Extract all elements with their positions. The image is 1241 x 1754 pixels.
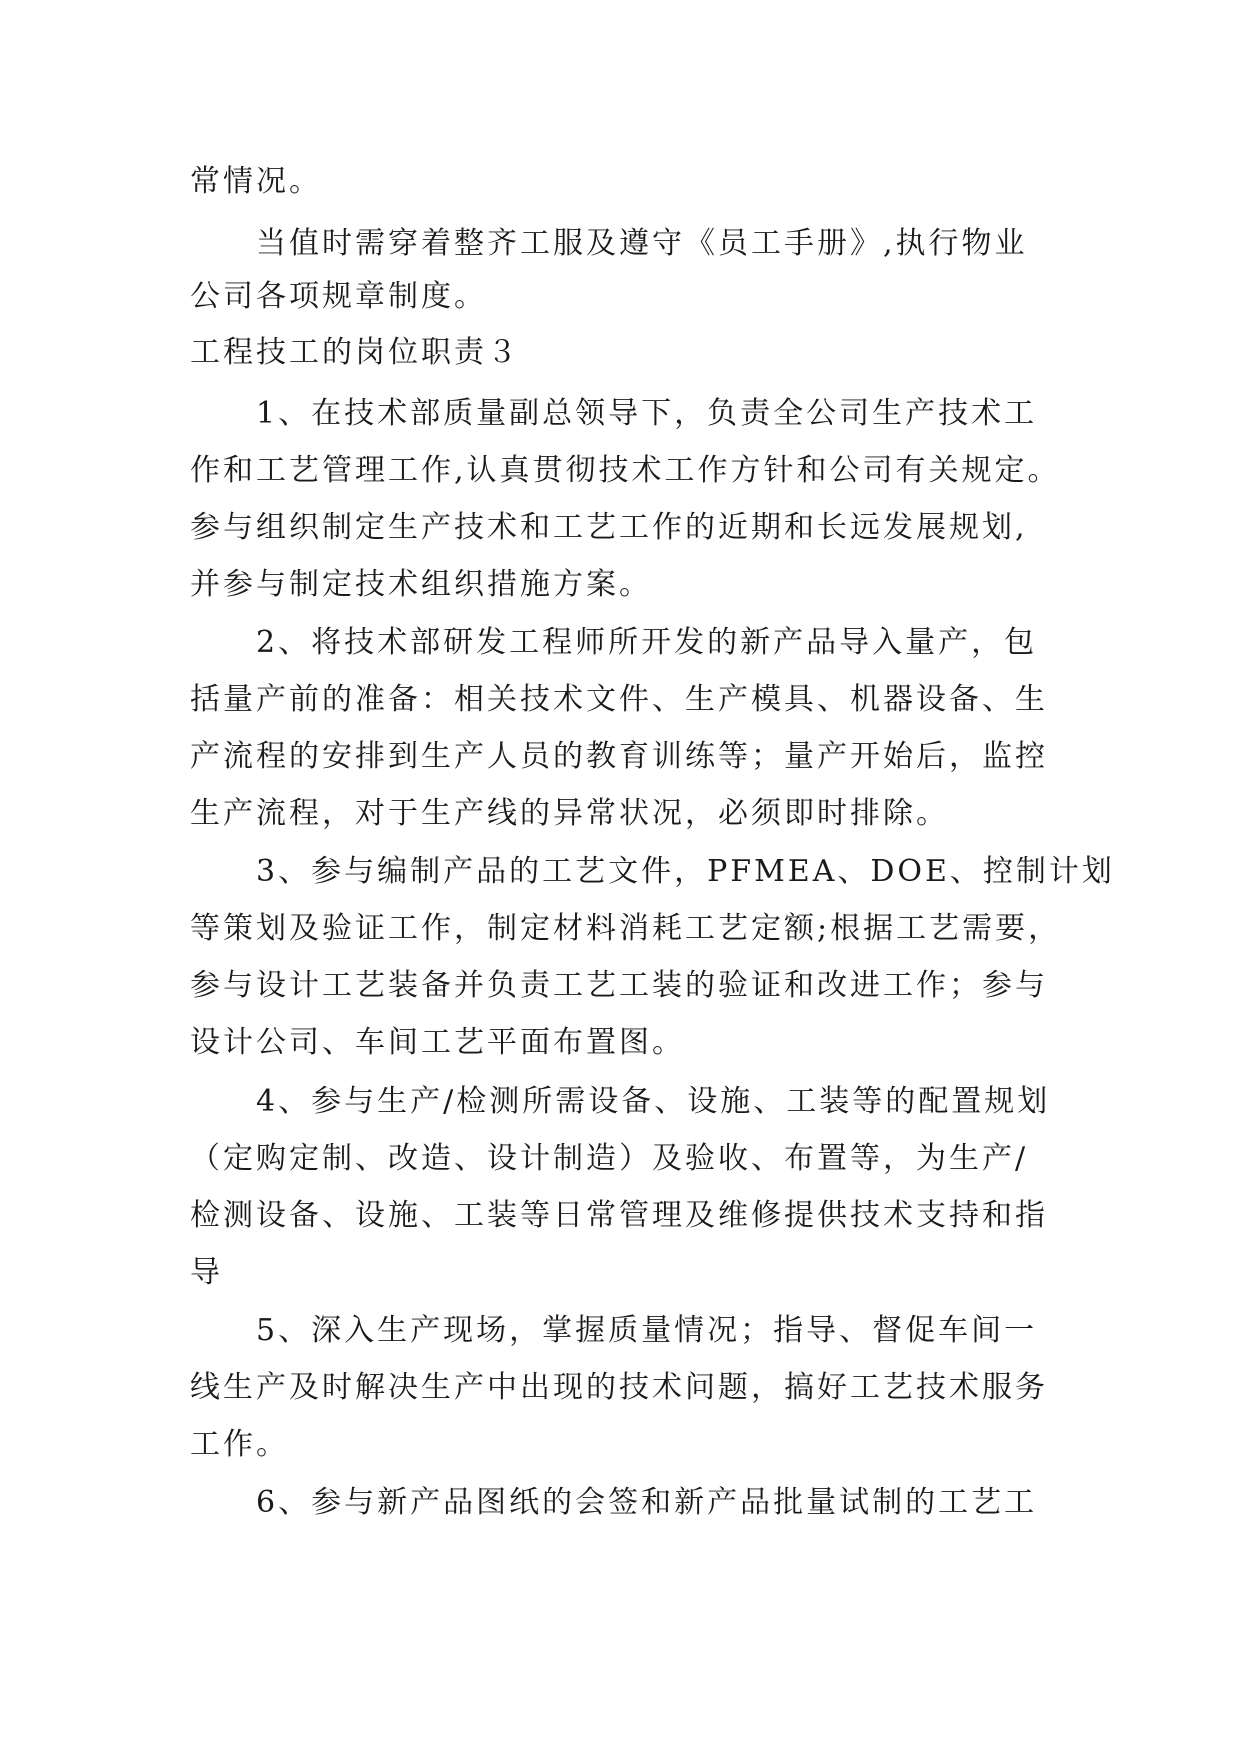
text-line: 作和工艺管理工作,认真贯彻技术工作方针和公司有关规定。	[190, 453, 1061, 488]
text-line: 4、参与生产/检测所需设备、设施、工装等的配置规划	[256, 1084, 1051, 1119]
text-line: 当值时需穿着整齐工服及遵守《员工手册》,执行物业	[256, 226, 1028, 261]
text-line: 括量产前的准备：相关技术文件、生产模具、机器设备、生	[190, 682, 1048, 717]
section-heading: 工程技工的岗位职责３	[190, 335, 520, 370]
text-line: 设计公司、车间工艺平面布置图。	[190, 1025, 685, 1060]
text-line: 产流程的安排到生产人员的教育训练等；量产开始后，监控	[190, 739, 1048, 774]
text-line: 导	[190, 1255, 223, 1290]
text-line: 1、在技术部质量副总领导下，负责全公司生产技术工	[256, 396, 1038, 431]
text-line: 并参与制定技术组织措施方案。	[190, 567, 652, 602]
text-line: 等策划及验证工作，制定材料消耗工艺定额;根据工艺需要，	[190, 911, 1062, 946]
text-line: （定购定制、改造、设计制造）及验收、布置等，为生产/	[190, 1141, 1029, 1176]
text-line: 工作。	[190, 1427, 289, 1462]
text-line: 5、深入生产现场，掌握质量情况；指导、督促车间一	[256, 1313, 1038, 1348]
text-line: 参与设计工艺装备并负责工艺工装的验证和改进工作；参与	[190, 968, 1048, 1003]
text-line: 线生产及时解决生产中出现的技术问题，搞好工艺技术服务	[190, 1370, 1048, 1405]
text-line: 生产流程，对于生产线的异常状况，必须即时排除。	[190, 796, 949, 831]
text-line: 参与组织制定生产技术和工艺工作的近期和长远发展规划,	[190, 510, 1028, 545]
text-line: 6、参与新产品图纸的会签和新产品批量试制的工艺工	[256, 1485, 1038, 1520]
text-line: 2、将技术部研发工程师所开发的新产品导入量产，包	[256, 625, 1038, 660]
text-line: 3、参与编制产品的工艺文件，PFMEA、DOE、控制计划	[256, 854, 1115, 889]
text-line: 常情况。	[190, 164, 322, 199]
text-line: 公司各项规章制度。	[190, 279, 487, 314]
text-line: 检测设备、设施、工装等日常管理及维修提供技术支持和指	[190, 1198, 1048, 1233]
